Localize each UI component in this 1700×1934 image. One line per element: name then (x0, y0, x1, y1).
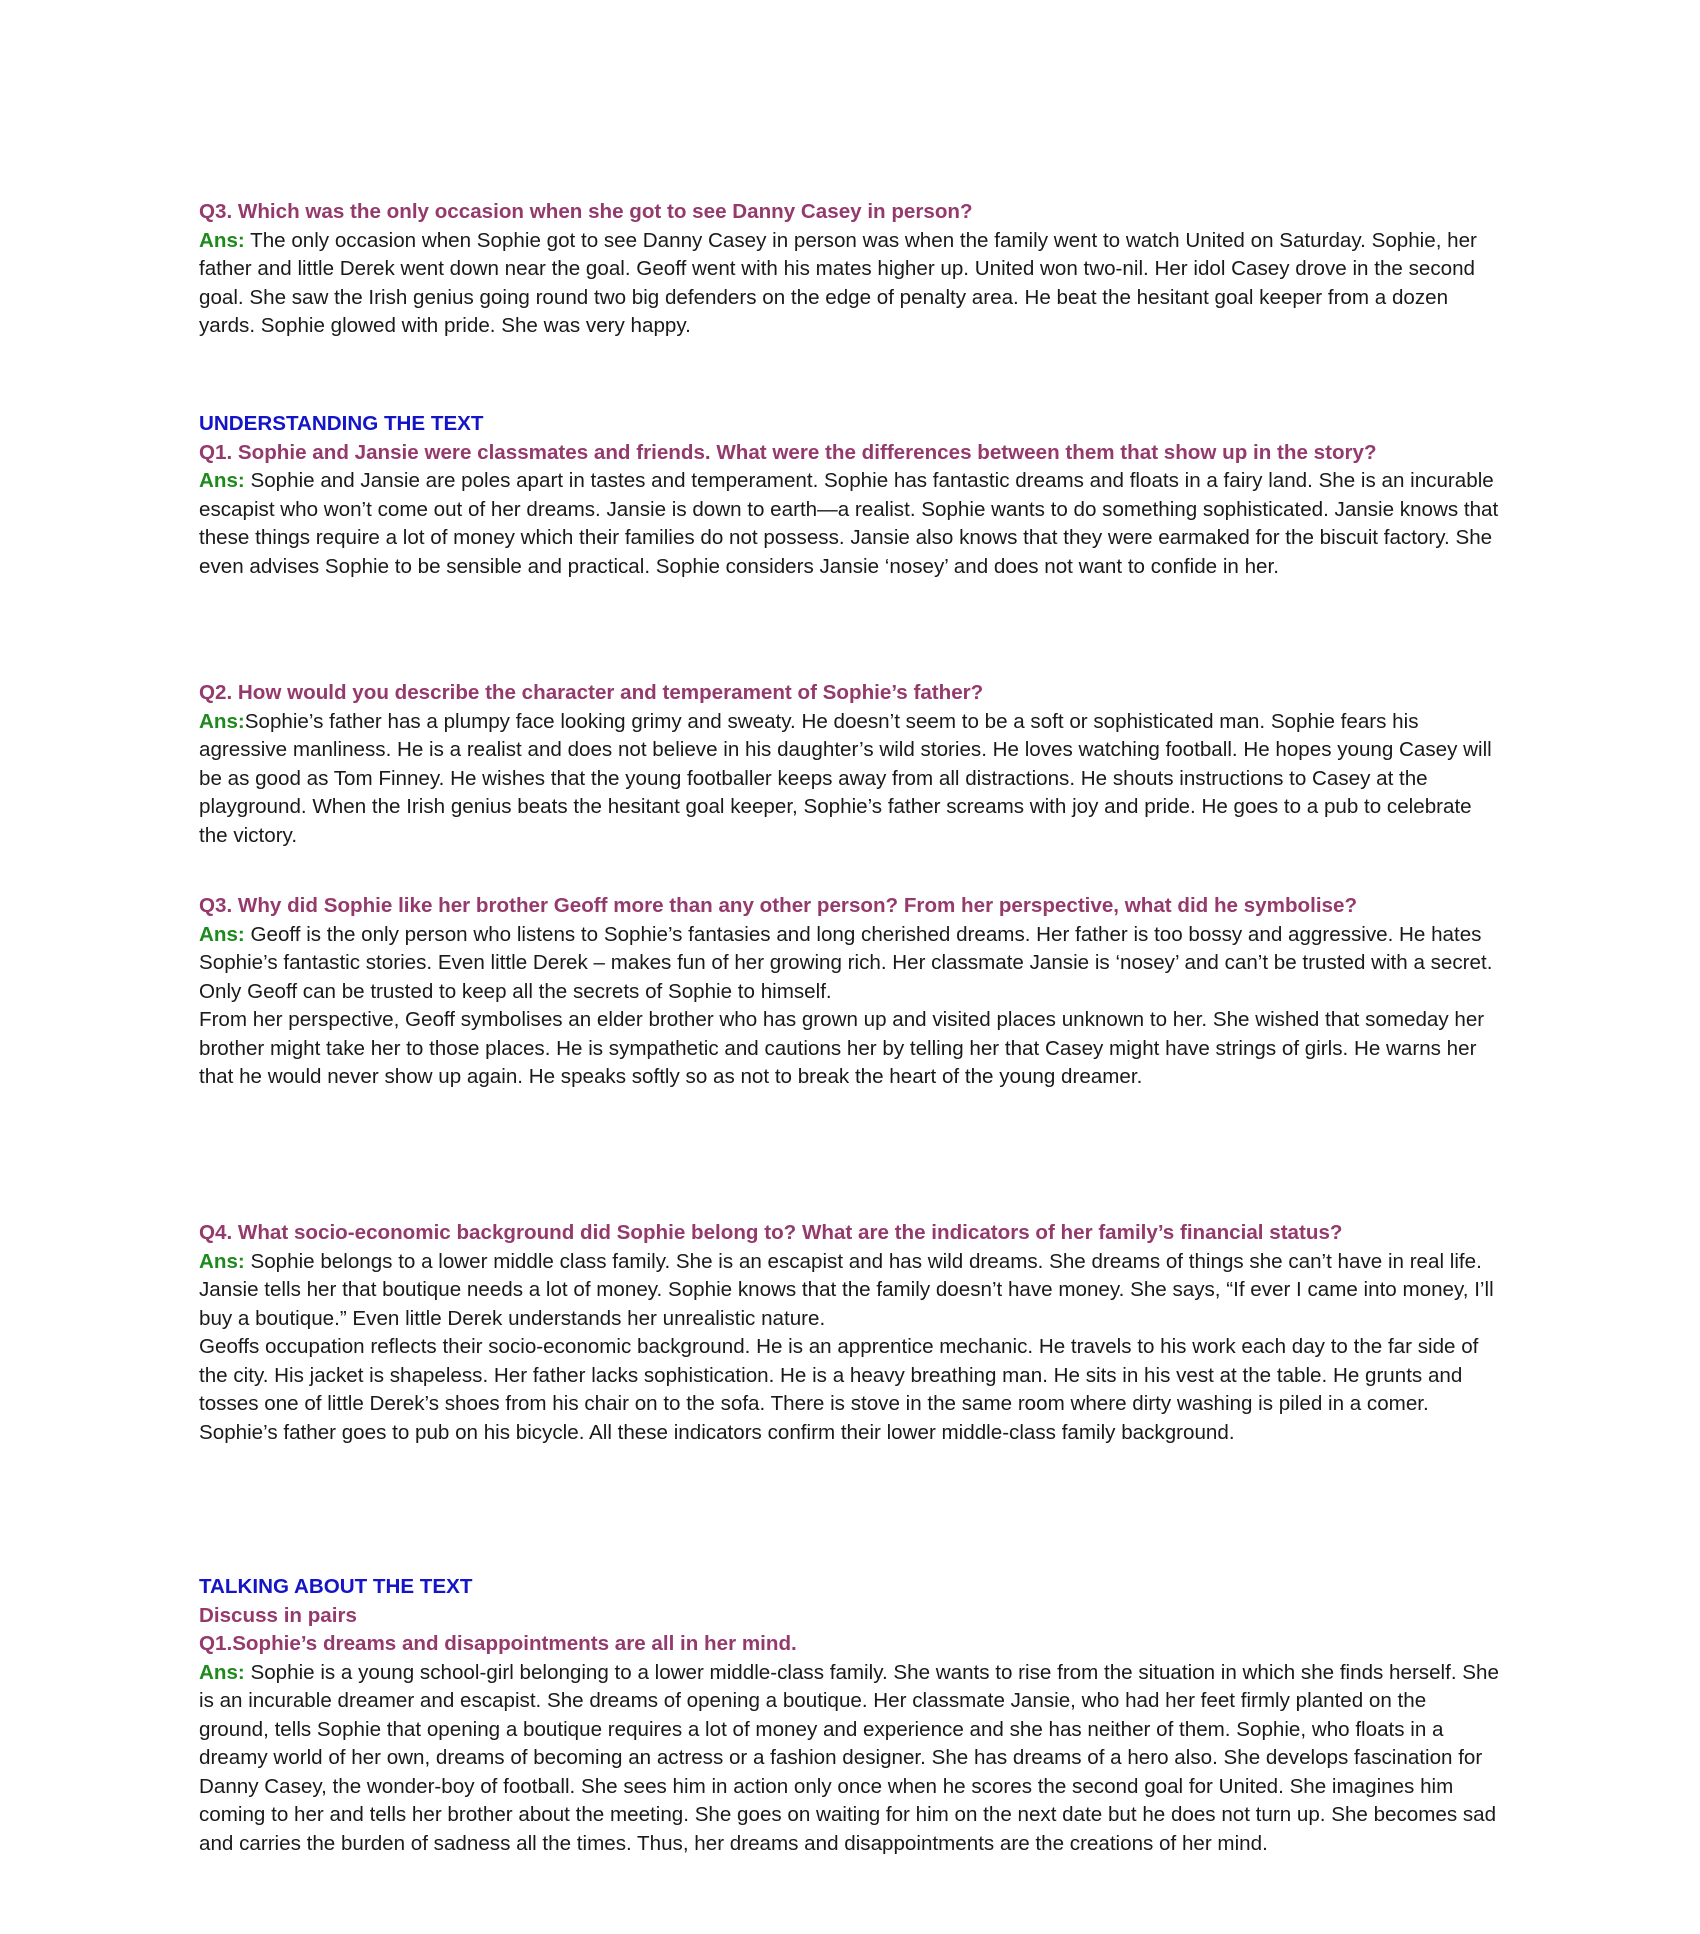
answer-label: Ans: (199, 469, 245, 492)
question: Q1. Sophie and Jansie were classmates and friends. What were the differences between them that show up in the story? (199, 440, 1377, 464)
answer-label: Ans: (199, 228, 245, 252)
subheading: Discuss in pairs (199, 1603, 357, 1627)
question: Q1.Sophie’s dreams and disappointments are all in her mind. (199, 1632, 797, 1655)
section-heading: UNDERSTANDING THE TEXT (199, 412, 484, 435)
answer-text: The only occasion when Sophie got to see Danny Casey in person was when the family went to watch United on Saturday. Sophie, her father and little Derek went down near the goal. Geoff went with his mates higher up. United won two-nil. Her idol Casey drove in the second goal. She saw the Irish genius going round two big defenders on the edge of penalty area. He beat the hesitant goal keeper from a dozen yards. Sophie glowed with pride. She was very happy. (199, 228, 1477, 337)
answer-text: Sophie’s father has a plumpy face looking grimy and sweaty. He doesn’t seem to be a soft or sophisticated man. Sophie fears his agressive manliness. He is a realist and does not believe in his daughter’s wild stories. He loves watching football. He hopes young Casey will be as good as Tom Finney. He wishes that the young footballer keeps away from all distractions. He shouts instructions to Casey at the playground. When the Irish genius beats the hesitant goal keeper, Sophie’s father screams with joy and pride. He goes to a pub to celebrate the victory. (199, 709, 1492, 847)
answer-label: Ans: (199, 922, 245, 946)
question: Q3. Which was the only occasion when she got to see Danny Casey in person? (199, 200, 973, 223)
question: Q2. How would you describe the character and temperament of Sophie’s father? (199, 681, 984, 704)
answer (199, 1248, 1499, 1334)
answer-continuation: From her perspective, Geoff symbolises an elder brother who has grown up and visited places unknown to her. She wished that someday her brother might take her to those places. He is sympathetic and cautions her by telling her that Casey might have strings of girls. He warns her that he would never show up again. He speaks softly so as not to break the heart of the young dreamer. (199, 1008, 1485, 1088)
section-understanding-q2 (199, 679, 1499, 850)
question: Q3. Why did Sophie like her brother Geoff more than any other person? From her perspective, what did he symbolise? (199, 894, 1358, 917)
answer-label: Ans: (199, 1249, 245, 1273)
answer-continuation: Geoffs occupation reflects their socio-economic background. He is an apprentice mechanic. He travels to his work each day to the far side of the city. His jacket is shapeless. Her father lacks sophistication. He is a heavy breathing man. He sits in his vest at the table. He grunts and tosses one of little Derek’s shoes from his chair on to the sofa. There is stove in the same room where dirty washing is piled in a comer. Sophie’s father goes to pub on his bicycle. All these indicators confirm their lower middle-class family background. (199, 1335, 1479, 1444)
section-understanding-q1 (199, 410, 1499, 581)
answer-label: Ans: (199, 709, 245, 733)
answer (199, 1659, 1499, 1859)
answer-label: Ans: (199, 1660, 245, 1684)
section-understanding-q3 (199, 892, 1499, 1092)
section-heading: TALKING ABOUT THE TEXT (199, 1575, 473, 1598)
answer (199, 708, 1499, 851)
answer (199, 467, 1499, 581)
section-talking (199, 1573, 1499, 1858)
answer (199, 227, 1499, 341)
answer-text: Sophie belongs to a lower middle class family. She is an escapist and has wild dreams. She dreams of things she can’t have in real life. Jansie tells her that boutique needs a lot of money. Sophie knows that the family doesn’t have money. She says, “If ever I came into money, I’ll buy a boutique.” Even little Derek understands her unrealistic nature. (199, 1249, 1494, 1330)
answer (199, 921, 1499, 1007)
section-understanding-q4 (199, 1219, 1499, 1447)
answer-text: Sophie and Jansie are poles apart in tastes and temperament. Sophie has fantastic dreams and floats in a fairy land. She is an incurable escapist who won’t come out of her dreams. Jansie is down to earth—a realist. Sophie wants to do something sophisticated. Jansie knows that these things require a lot of money which their families do not possess. Jansie also knows that they were earmaked for the biscuit factory. She even advises Sophie to be sensible and practical. Sophie considers Jansie ‘nosey’ and does not want to confide in her. (199, 469, 1499, 578)
question: Q4. What socio-economic background did Sophie belong to? What are the indicators of her family’s financial status? (199, 1221, 1343, 1244)
answer-text: Geoff is the only person who listens to Sophie’s fantasies and long cherished dreams. Her father is too bossy and aggressive. He hates Sophie’s fantastic stories. Even little Derek – makes fun of her growing rich. Her classmate Jansie is ‘nosey’ and can’t be trusted with a secret. Only Geoff can be trusted to keep all the secrets of Sophie to himself. (199, 922, 1493, 1003)
section-q3-occasion (199, 198, 1499, 341)
answer-text: Sophie is a young school-girl belonging to a lower middle-class family. She wants to rise from the situation in which she finds herself. She is an incurable dreamer and escapist. She dreams of opening a boutique. Her classmate Jansie, who had her feet firmly planted on the ground, tells Sophie that opening a boutique requires a lot of money and experience and she has neither of them. Sophie, who floats in a dreamy world of her own, dreams of becoming an actress or a fashion designer. She has dreams of a hero also. She develops fascination for Danny Casey, the wonder-boy of football. She sees him in action only once when he scores the second goal for United. She imagines him coming to her and tells her brother about the meeting. She goes on waiting for him on the next date but he does not turn up. She becomes sad and carries the burden of sadness all the times. Thus, her dreams and disappointments are the creations of her mind. (199, 1660, 1499, 1855)
